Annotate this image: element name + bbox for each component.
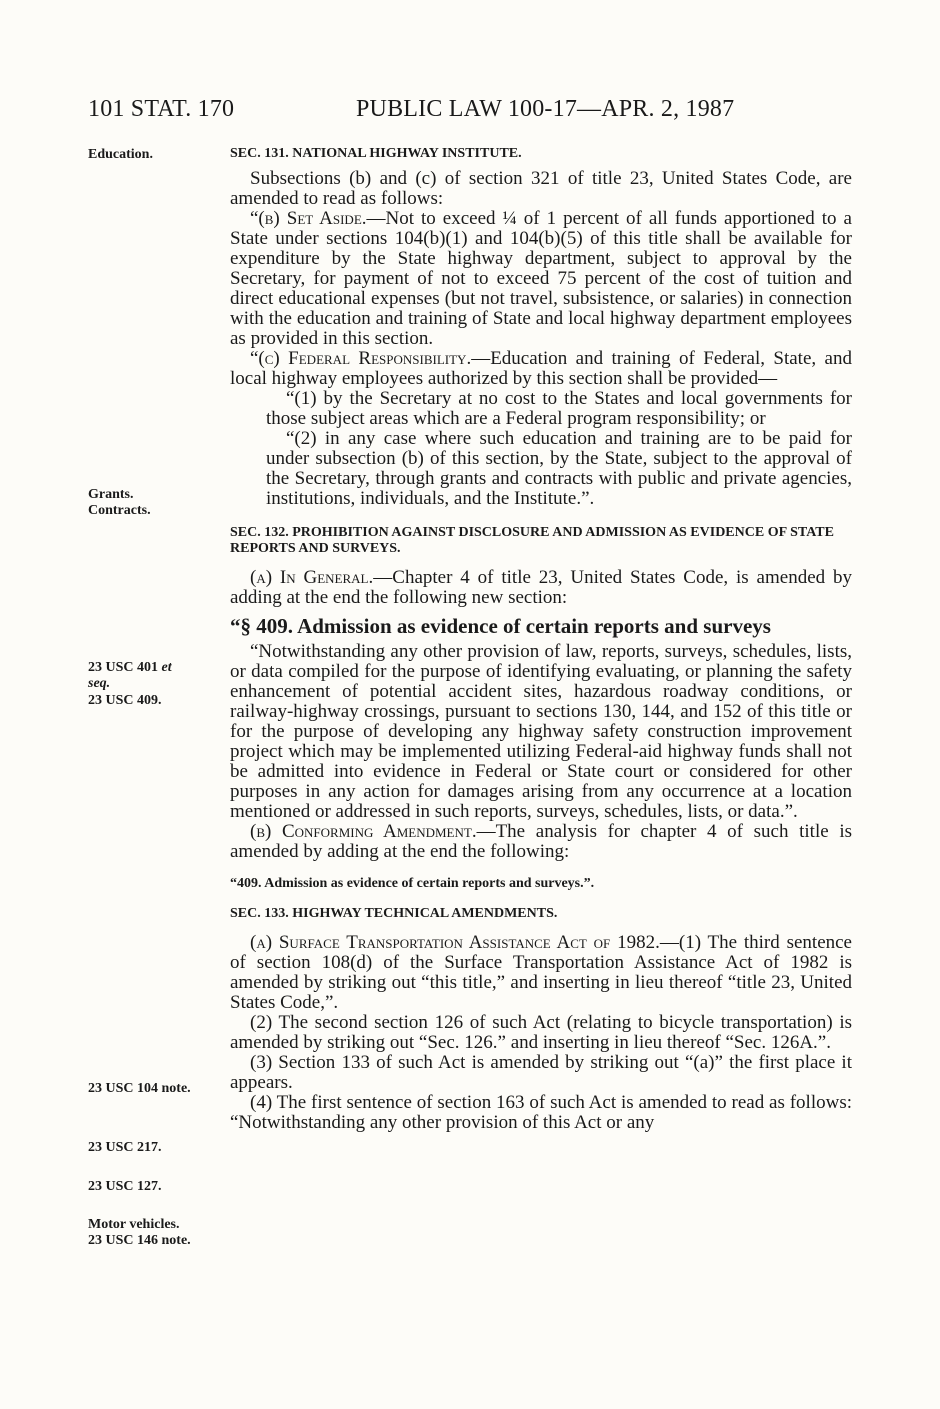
usc-401-seq: seq. [88,676,111,691]
sec-131-b-label: “(b) Set Aside. [250,208,367,229]
section-409-heading: “§ 409. Admission as evidence of certain reports and surveys [230,614,771,638]
margin-note-usc-104: 23 USC 104 note. [88,1081,191,1096]
margin-note-grants: Grants. [88,487,134,502]
margin-note-usc-409: 23 USC 409. [88,693,162,708]
sec-132-a-text: —Chapter 4 of title 23, United States Code, is amended by adding at the end the following new section: [230,567,853,608]
sec-133-heading: SEC. 133. HIGHWAY TECHNICAL AMENDMENTS. [230,906,558,921]
sec-131-b [230,209,852,349]
margin-note-usc-127: 23 USC 127. [88,1179,162,1194]
main-text [230,146,852,1133]
sec-132-b [230,822,852,862]
sec-133-a-text: —(1) The third sentence of section 108(d) of the Surface Transportation Assistance Act of 1982 is amended by striking out “this title,” and inserting in lieu thereof “title 23, United States Code,”. [230,932,852,1013]
margin-note-usc-146: 23 USC 146 note. [88,1233,191,1248]
sec-132-a [230,568,852,608]
public-law-citation: PUBLIC LAW 100-17—APR. 2, 1987 [356,96,735,122]
section-409-text: “Notwithstanding any other provision of law, reports, surveys, schedules, lists, or data compiled for the purpose of identifying evaluating, or planning the safety enhancement of potential accident sites, hazardous roadway conditions, or railway-highway crossings, pursuant to sections 130, 144, and 152 of this title or for the purpose of developing any highway safety construction improvement project which may be implemented utilizing Federal-aid highway funds shall not be admitted into evidence in Federal or State court or considered for other purposes in any action for damages arising from any occurrence at a location mentioned or addressed in such reports, surveys, schedules, lists, or data.”. [230,641,852,822]
sec-132-b-text: —The analysis for chapter 4 of such title is amended by adding at the end the following: [230,821,853,862]
sec-131-c [230,349,852,389]
margin-note-usc-401 [88,660,172,675]
sec-131-c1: “(1) by the Secretary at no cost to the States and local governments for those subject areas which are a Federal program responsibility; or [266,388,852,429]
margin-note-usc-217: 23 USC 217. [88,1140,162,1155]
sec-131-c-label: “(c) Federal Responsibility. [250,348,472,369]
statute-page-number: 101 STAT. 170 [88,96,235,122]
sec-133-a4: (4) The first sentence of section 163 of such Act is amended to read as follows: “Notwithstanding any other provision of this Act or any [230,1092,852,1133]
sec-131-heading: SEC. 131. NATIONAL HIGHWAY INSTITUTE. [230,146,522,161]
sec-131-b-text: —Not to exceed ¼ of 1 percent of all funds apportioned to a State under sections 104(b)(1) and 104(b)(5) of this title shall be available for expenditure by the State highway department, subject to approval by the Secretary, for payment of not to exceed 75 percent of the cost of tuition and direct educational expenses (but not travel, subsistence, or salaries) in connection with the education and training of State and local highway department employees as provided in this section. [230,208,852,349]
page-header [88,94,848,124]
sec-133-a3: (3) Section 133 of such Act is amended by striking out “(a)” the first place it appears. [230,1052,852,1093]
sec-132-a-label: (a) In General. [250,567,374,588]
margin-note-motor-vehicles: Motor vehicles. [88,1217,180,1232]
margin-note-education: Education. [88,147,153,162]
margin-note-seq [88,676,110,691]
sec-133-a2: (2) The second section 126 of such Act (relating to bicycle transportation) is amended by striking out “Sec. 126.” and inserting in lieu thereof “Sec. 126A.”. [230,1012,852,1053]
usc-401-text: 23 USC 401 [88,660,159,675]
sec-132-heading: SEC. 132. PROHIBITION AGAINST DISCLOSURE AND ADMISSION AS EVIDENCE OF STATE REPORTS AND SURVEYS. [230,525,834,556]
sec-131-intro: Subsections (b) and (c) of section 321 of title 23, United States Code, are amended to read as follows: [230,168,852,209]
sec-133-a [230,933,852,1013]
sec-132-b-label: (b) Conforming Amendment. [250,821,477,842]
sec-133-a-label: (a) Surface Transportation Assistance Act of 1982. [250,932,660,953]
sec-131-c-text: —Education and training of Federal, State, and local highway employees authorized by this section shall be provided— [230,348,852,389]
usc-401-et: et [161,660,172,675]
analysis-entry: “409. Admission as evidence of certain reports and surveys.”. [230,876,595,891]
margin-note-contracts: Contracts. [88,503,151,518]
sec-131-c2: “(2) in any case where such education and training are to be paid for under subsection (b) of this section, by the State, subject to the approval of the Secretary, through grants and contracts with public and private agencies, institutions, individuals, and the Institute.”. [266,428,852,509]
